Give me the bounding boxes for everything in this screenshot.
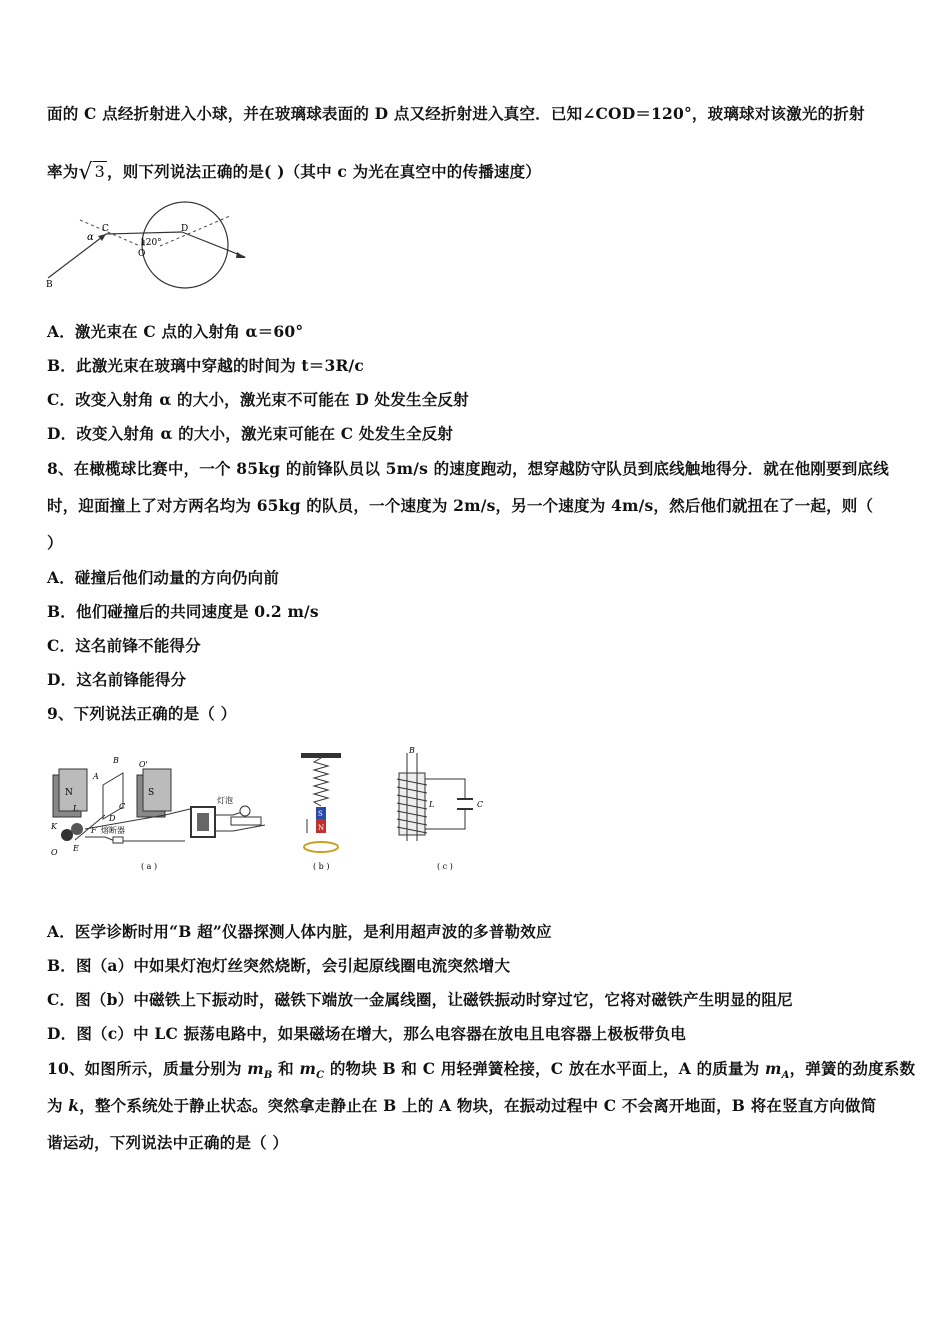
q8-stem-line2: 时，迎面撞上了对方两名均为 65kg 的队员，一个速度为 2m/s，另一个速度为 4m/s，然后他们就扭在了一起，则（ xyxy=(47,496,874,515)
mass-b-symbol: m xyxy=(247,1059,264,1078)
transformer-coil xyxy=(197,813,209,831)
q7-stem-line2 xyxy=(47,160,541,185)
q8-option-a: A．碰撞后他们动量的方向仍向前 xyxy=(47,568,280,587)
label-l-inductor: L xyxy=(429,800,435,809)
label-a: A xyxy=(93,772,99,781)
q9-stem: 9、下列说法正确的是（ ） xyxy=(47,704,237,723)
label-d: D xyxy=(181,224,189,234)
q8-stem-line3: ） xyxy=(47,533,63,552)
q10-stem-line3: 谐运动，下列说法中正确的是（ ） xyxy=(47,1133,289,1152)
incident-arrow xyxy=(98,234,106,241)
label-n-pole: N xyxy=(65,788,73,798)
q10-stem-line2 xyxy=(47,1094,876,1116)
bulb-base xyxy=(231,817,261,825)
figure-a xyxy=(50,756,265,871)
q9-option-c: C．图（b）中磁铁上下振动时，磁铁下端放一金属线圈，让磁铁振动时穿过它，它将对磁铁产生明显的阻尼 xyxy=(47,990,793,1009)
q7-stem-line1: 面的 C 点经折射进入小球，并在玻璃球表面的 D 点又经折射进入真空．已知∠COD＝120°，玻璃球对该激光的折射 xyxy=(47,104,865,123)
q9-option-a: A．医学诊断时用“B 超”仪器探测人体内脏，是利用超声波的多普勒效应 xyxy=(47,922,552,941)
mass-c-symbol: m xyxy=(299,1059,317,1078)
bulb xyxy=(240,806,250,816)
label-o-prime: O' xyxy=(139,760,148,769)
caption-b: ( b ) xyxy=(313,862,330,871)
sqrt-expression xyxy=(78,160,107,185)
spring-constant-symbol: k xyxy=(68,1096,80,1115)
incident-ray xyxy=(48,234,106,278)
label-s-pole: S xyxy=(148,788,155,798)
q7-option-a: A．激光束在 C 点的入射角 α＝60° xyxy=(47,322,304,341)
q10-text-a: 10、如图所示，质量分别为 xyxy=(47,1059,248,1078)
fuse-label: 熔断器 xyxy=(101,826,125,835)
q7-stem-prefix: 率为 xyxy=(47,162,79,181)
figure-b xyxy=(301,753,341,871)
slip-ring-2 xyxy=(71,823,83,835)
coil-loop xyxy=(103,773,126,819)
q9-option-d: D．图（c）中 LC 振荡电路中，如果磁场在增大，那么电容器在放电且电容器上极板带负电 xyxy=(47,1024,687,1043)
normal-line-d xyxy=(160,216,230,246)
label-l: L xyxy=(73,804,79,813)
label-f: F xyxy=(91,826,97,835)
q7-option-c: C．改变入射角 α 的大小，激光束不可能在 D 处发生全反射 xyxy=(47,390,469,409)
label-c: C xyxy=(119,802,126,811)
caption-a: ( a ) xyxy=(141,862,158,871)
magnet-n-label: N xyxy=(318,824,325,832)
exit-ray xyxy=(182,232,245,257)
q8-option-b: B．他们碰撞后的共同速度是 0.2 m/s xyxy=(47,602,319,621)
wire-lower xyxy=(85,837,185,841)
mass-a-symbol: m xyxy=(765,1059,782,1078)
bulb-label: 灯泡 xyxy=(217,796,233,805)
metal-ring xyxy=(304,842,338,852)
q10-text-e: 为 xyxy=(47,1096,69,1115)
label-k: K xyxy=(51,822,57,831)
q8-option-c: C．这名前锋不能得分 xyxy=(47,636,201,655)
q7-glass-ball-figure xyxy=(40,200,260,290)
label-d: D xyxy=(109,814,116,823)
q10-stem-line1 xyxy=(47,1057,915,1081)
sqrt-radicand: 3 xyxy=(94,162,106,181)
alpha-label: α xyxy=(87,232,94,243)
q8-stem-line1: 8、在橄榄球比赛中，一个 85kg 的前锋队员以 5m/s 的速度跑动，想穿越防守队员到底线触地得分．就在他刚要到底线 xyxy=(47,459,889,478)
spring xyxy=(314,758,328,806)
angle-label: 120° xyxy=(140,238,162,248)
q9-figure xyxy=(45,745,505,885)
figure-c xyxy=(397,746,483,871)
mass-b-subscript: B xyxy=(263,1070,273,1082)
q9-option-b: B．图（a）中如果灯泡灯丝突然烧断，会引起原线圈电流突然增大 xyxy=(47,956,511,975)
label-b: B xyxy=(46,280,53,290)
slip-ring-1 xyxy=(61,829,73,841)
ceiling-support xyxy=(301,753,341,758)
label-o: O xyxy=(51,848,58,857)
mass-c-subscript: C xyxy=(316,1070,325,1082)
label-c-capacitor: C xyxy=(477,800,484,809)
fuse xyxy=(113,837,123,843)
q7-option-b: B．此激光束在玻璃中穿越的时间为 t＝3R/c xyxy=(47,356,365,375)
caption-c: ( c ) xyxy=(437,862,453,871)
q10-text-c: 的物块 B 和 C 用轻弹簧栓接，C 放在水平面上，A 的质量为 xyxy=(324,1059,766,1078)
q10-text-b: 和 xyxy=(272,1059,300,1078)
mass-a-subscript: A xyxy=(781,1070,790,1082)
q10-text-f: ，整个系统处于静止状态。突然拿走静止在 B 上的 A 物块，在振动过程中 C 不会离开地面，B 将在竖直方向做简 xyxy=(79,1096,877,1115)
label-o: O xyxy=(138,249,146,259)
label-c: C xyxy=(102,224,109,234)
exit-arrow xyxy=(236,252,246,258)
q7-option-d: D．改变入射角 α 的大小，激光束可能在 C 处发生全反射 xyxy=(47,424,454,443)
secondary-wire-lower xyxy=(215,825,265,831)
q10-text-d: ，弹簧的劲度系数 xyxy=(789,1059,916,1078)
q7-stem-suffix: ，则下列说法正确的是( )（其中 c 为光在真空中的传播速度） xyxy=(107,162,542,181)
q8-option-d: D．这名前锋能得分 xyxy=(47,670,187,689)
label-b-field: B xyxy=(409,746,415,755)
label-e: E xyxy=(73,844,79,853)
radical-sign: √ xyxy=(78,160,93,185)
magnet-s-label: S xyxy=(318,810,323,818)
label-b: B xyxy=(113,756,119,765)
